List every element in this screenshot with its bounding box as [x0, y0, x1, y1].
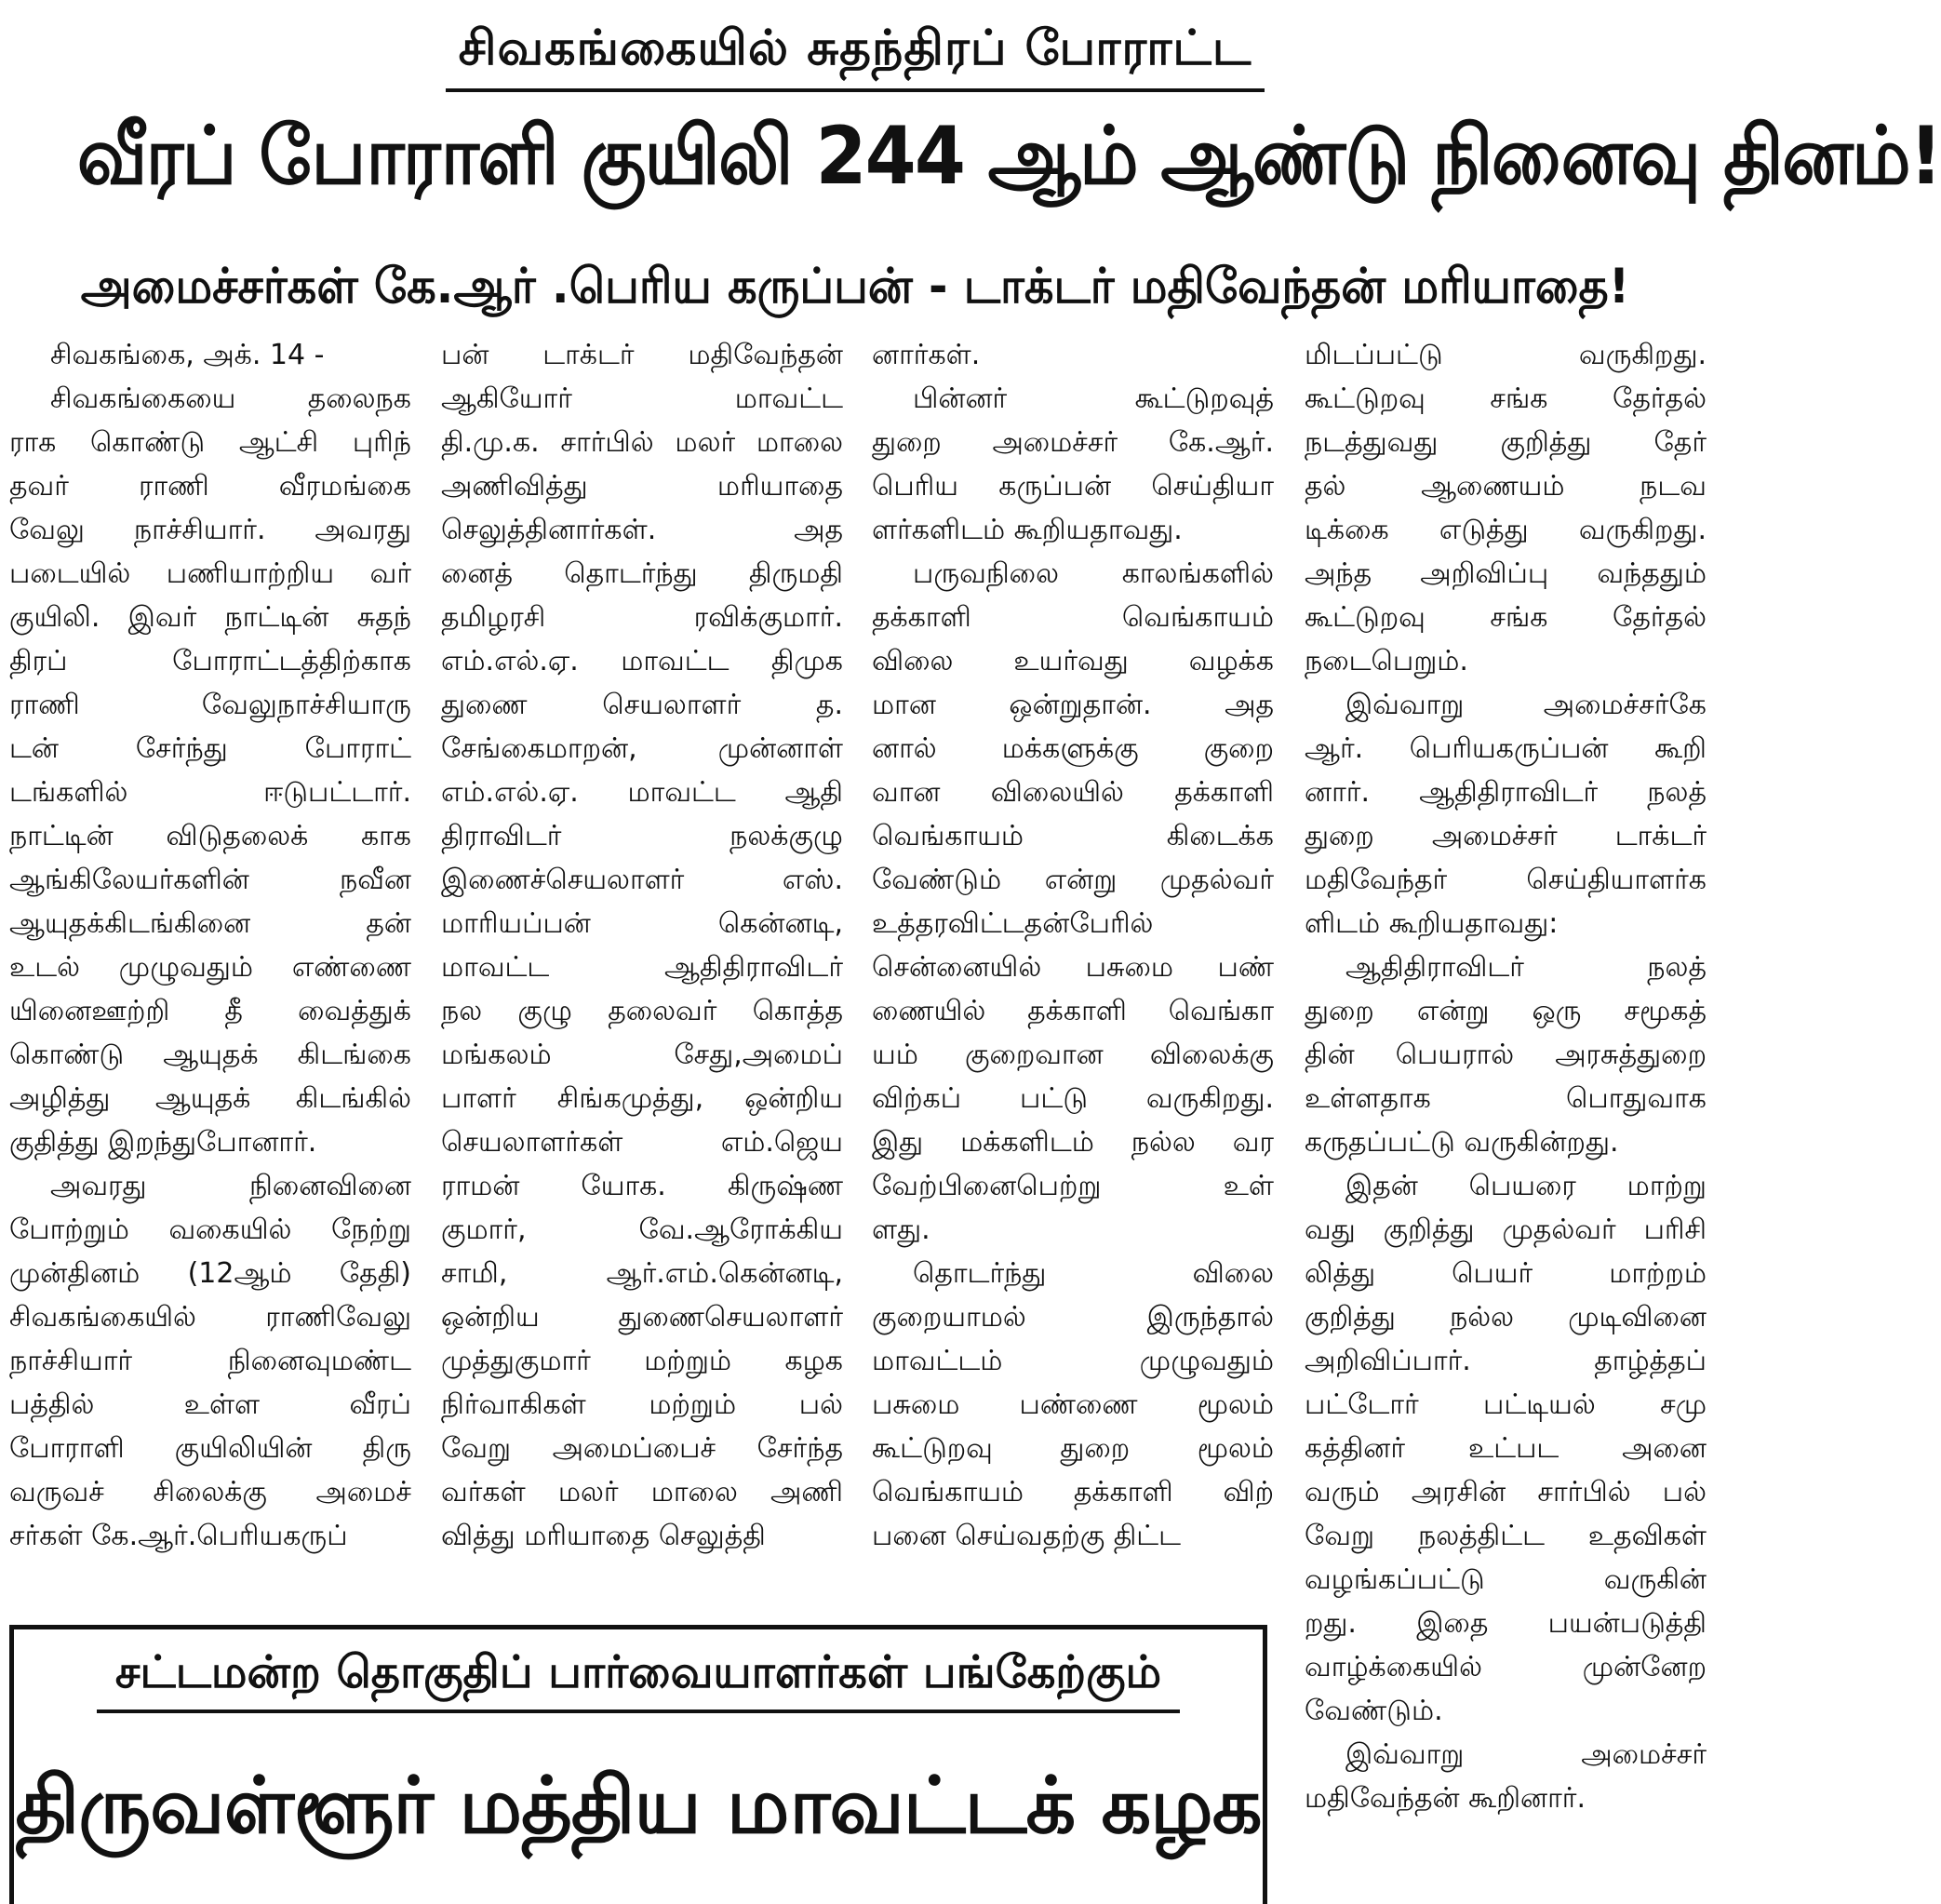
article-line: அவரது நினைவினை [50, 1170, 411, 1202]
article-line: அணிவித்து மரியாதை [441, 470, 843, 503]
article-line: ளர்களிடம் கூறியதாவது. [872, 514, 1183, 546]
article-line: கூட்டுறவு சங்க தேர்தல் [1305, 382, 1707, 415]
article-line: நல குழு தலைவர் கொத்த [441, 995, 843, 1027]
article-line: வழங்கப்பட்டு வருகின் [1305, 1563, 1707, 1596]
article-line: தவர் ராணி வீரமங்கை [9, 470, 411, 503]
article-line: ளிடம் கூறியதாவது: [1305, 907, 1559, 940]
article-line: இவ்வாறு அமைச்சர்கே [1345, 689, 1707, 721]
article-line: வெங்காயம் தக்காளி விற் [872, 1476, 1274, 1508]
article-line: ஆர். பெரியகருப்பன் கூறி [1305, 732, 1707, 765]
article-line: கூட்டுறவு துறை மூலம் [872, 1432, 1274, 1465]
article-line: எம்.எல்.ஏ. மாவட்ட ஆதி [441, 776, 843, 809]
article-line: வித்து மரியாதை செலுத்தி [441, 1520, 766, 1552]
article-line: இதன் பெயரை மாற்று [1345, 1170, 1707, 1202]
article-line: மாவட்டம் முழுவதும் [872, 1345, 1274, 1377]
article-line: உடல் முழுவதும் எண்ணை [9, 951, 411, 984]
article-line: கூட்டுறவு சங்க தேர்தல் [1305, 601, 1707, 634]
article-line: வான விலையில் தக்காளி [872, 776, 1274, 809]
article-line: பெரிய கருப்பன் செய்தியா [872, 470, 1274, 503]
article-line: குயிலி. இவர் நாட்டின் சுதந் [9, 601, 411, 634]
article-line: னால் மக்களுக்கு குறை [872, 732, 1274, 765]
article-line: தமிழரசி ரவிக்குமார். [441, 601, 843, 634]
article-column-1 [9, 333, 411, 1558]
article-line: சேங்கைமாறன், முன்னாள் [441, 732, 843, 765]
article-line: டங்களில் ஈடுபட்டார். [9, 776, 411, 809]
article-line: வரும் அரசின் சார்பில் பல் [1305, 1476, 1707, 1508]
article-line: எம்.எல்.ஏ. மாவட்ட திமுக [441, 645, 843, 677]
article-line: னார்கள். [872, 339, 981, 371]
article-line: வேண்டும் என்று முதல்வர் [872, 864, 1274, 896]
next-article-box [9, 1625, 1267, 1904]
article-line: வேறு நலத்திட்ட உதவிகள் [1305, 1520, 1707, 1552]
article-line: சர்கள் கே.ஆர்.பெரியகருப் [9, 1520, 348, 1552]
article-line: நாட்டின் விடுதலைக் காக [9, 820, 411, 852]
article-line: வது குறித்து முதல்வர் பரிசி [1305, 1213, 1707, 1246]
article-line: இது மக்களிடம் நல்ல வர [872, 1126, 1274, 1159]
article-line: குமார், வே.ஆரோக்கிய [441, 1213, 843, 1246]
article-line: வருவச் சிலைக்கு அமைச் [9, 1476, 411, 1508]
article-line: தி.மு.க. சார்பில் மலர் மாலை [441, 426, 843, 459]
article-headline: வீரப் போராளி குயிலி 244 ஆம் ஆண்டு நினைவு தினம்! [76, 110, 1941, 203]
article-line: நிர்வாகிகள் மற்றும் பல் [441, 1388, 843, 1421]
article-line: வர்கள் மலர் மாலை அணி [441, 1476, 843, 1508]
article-kicker-text: சிவகங்கையில் சுதந்திரப் போராட்ட [446, 20, 1265, 92]
article-line: பின்னர் கூட்டுறவுத் [913, 382, 1274, 415]
article-line: ஆதிதிராவிடர் நலத் [1345, 951, 1707, 984]
box-title: திருவள்ளூர் மத்திய மாவட்டக் கழக [15, 1760, 1262, 1851]
article-line: துறை அமைச்சர் கே.ஆர். [872, 426, 1274, 459]
article-line: சிவகங்கையில் ராணிவேலு [9, 1301, 411, 1334]
article-line: நடத்துவது குறித்து தேர் [1305, 426, 1707, 459]
article-line: துறை என்று ஒரு சமூகத் [1305, 995, 1707, 1027]
article-line: மாவட்ட ஆதிதிராவிடர் [441, 951, 843, 984]
article-line: மதிவேந்தர் செய்தியாளர்க [1305, 864, 1707, 896]
box-kicker-text: சட்டமன்ற தொகுதிப் பார்வையாளர்கள் பங்கேற்கும் [97, 1646, 1180, 1713]
article-line: ளது. [872, 1213, 930, 1246]
article-line: வேண்டும். [1305, 1695, 1443, 1727]
article-line: திரப் போராட்டத்திற்காக [9, 645, 411, 677]
article-line: குறித்து நல்ல முடிவினை [1305, 1301, 1707, 1334]
article-line: வேற்பினைபெற்று உள் [872, 1170, 1274, 1202]
article-line: துணை செயலாளர் த. [441, 689, 843, 721]
article-line: நாச்சியார் நினைவுமண்ட [9, 1345, 411, 1377]
article-line: ராமன் யோக. கிருஷ்ண [441, 1170, 843, 1202]
article-line: உத்தரவிட்டதன்பேரில் [872, 907, 1154, 940]
article-line: ராணி வேலுநாச்சியாரு [9, 689, 411, 721]
article-line: கருதப்பட்டு வருகின்றது. [1305, 1126, 1619, 1159]
article-line: துறை அமைச்சர் டாக்டர் [1305, 820, 1707, 852]
article-line: ஆயுதக்கிடங்கினை தன் [9, 907, 411, 940]
article-line: யம் குறைவான விலைக்கு [872, 1039, 1274, 1071]
article-line: போற்றும் வகையில் நேற்று [9, 1213, 411, 1246]
article-column-4 [1305, 333, 1707, 1820]
article-line: சிவகங்கையை தலைநக [50, 382, 411, 415]
article-line: மதிவேந்தன் கூறினார். [1305, 1782, 1586, 1815]
article-line: தொடர்ந்து விலை [913, 1257, 1274, 1290]
article-line: தின் பெயரால் அரசுத்துறை [1305, 1039, 1707, 1071]
article-line: டிக்கை எடுத்து வருகிறது. [1305, 514, 1707, 546]
article-line: முன்தினம் (12ஆம் தேதி) [9, 1257, 411, 1290]
article-line: போராளி குயிலியின் திரு [9, 1432, 411, 1465]
article-line: றது. இதை பயன்படுத்தி [1305, 1607, 1707, 1640]
article-line: ஆகியோர் மாவட்ட [441, 382, 843, 415]
article-line: பசுமை பண்ணை மூலம் [872, 1388, 1274, 1421]
article-line: ராக கொண்டு ஆட்சி புரிந் [9, 426, 411, 459]
article-line: சிவகங்கை, அக். 14 - [50, 339, 325, 371]
article-line: திராவிடர் நலக்குழு [441, 820, 843, 852]
article-kicker [0, 20, 1710, 92]
article-line: இணைச்செயலாளர் எஸ். [441, 864, 843, 896]
box-kicker [14, 1646, 1263, 1713]
article-line: ஆங்கிலேயர்களின் நவீன [9, 864, 411, 896]
article-line: முத்துகுமார் மற்றும் கழக [441, 1345, 843, 1377]
article-line: னைத் தொடர்ந்து திருமதி [441, 557, 843, 590]
article-line: அறிவிப்பார். தாழ்த்தப் [1305, 1345, 1707, 1377]
article-line: பருவநிலை காலங்களில் [913, 557, 1274, 590]
article-line: ஒன்றிய துணைசெயலாளர் [441, 1301, 843, 1334]
article-subhead: அமைச்சர்கள் கே.ஆர் .பெரிய கருப்பன் - டாக்டர் மதிவேந்தன் மரியாதை! [80, 259, 1630, 315]
article-line: பட்டோர் பட்டியல் சமு [1305, 1388, 1707, 1421]
article-line: வெங்காயம் கிடைக்க [872, 820, 1274, 852]
article-line: வேறு அமைப்பைச் சேர்ந்த [441, 1432, 843, 1465]
article-line: விலை உயர்வது வழக்க [872, 645, 1274, 677]
article-line: படையில் பணியாற்றிய வர் [9, 557, 411, 590]
article-line: ணையில் தக்காளி வெங்கா [872, 995, 1274, 1027]
article-line: மங்கலம் சேது,அமைப் [441, 1039, 843, 1071]
article-line: பன் டாக்டர் மதிவேந்தன் [441, 339, 843, 371]
article-line: கத்தினர் உட்பட அனை [1305, 1432, 1707, 1465]
article-line: பனை செய்வதற்கு திட்ட [872, 1520, 1182, 1552]
article-line: மாரியப்பன் கென்னடி, [441, 907, 843, 940]
article-column-3 [872, 333, 1274, 1558]
article-line: பாளர் சிங்கமுத்து, ஒன்றிய [441, 1082, 843, 1115]
article-line: யினைஊற்றி தீ வைத்துக் [9, 995, 411, 1027]
article-line: கொண்டு ஆயுதக் கிடங்கை [9, 1039, 411, 1071]
article-line: அழித்து ஆயுதக் கிடங்கில் [9, 1082, 411, 1115]
article-line: உள்ளதாக பொதுவாக [1305, 1082, 1707, 1115]
article-line: இவ்வாறு அமைச்சர் [1345, 1738, 1707, 1771]
article-line: டன் சேர்ந்து போராட் [9, 732, 411, 765]
article-line: நடைபெறும். [1305, 645, 1468, 677]
article-line: தக்காளி வெங்காயம் [872, 601, 1274, 634]
article-line: விற்கப் பட்டு வருகிறது. [872, 1082, 1274, 1115]
article-line: செயலாளர்கள் எம்.ஜெய [441, 1126, 843, 1159]
article-column-2 [441, 333, 843, 1558]
article-line: பத்தில் உள்ள வீரப் [9, 1388, 411, 1421]
article-line: மான ஒன்றுதான். அத [872, 689, 1274, 721]
article-line: செலுத்தினார்கள். அத [441, 514, 843, 546]
article-line: குறையாமல் இருந்தால் [872, 1301, 1274, 1334]
article-line: மிடப்பட்டு வருகிறது. [1305, 339, 1707, 371]
article-line: னார். ஆதிதிராவிடர் நலத் [1305, 776, 1707, 809]
article-line: லித்து பெயர் மாற்றம் [1305, 1257, 1707, 1290]
article-line: சென்னையில் பசுமை பண் [872, 951, 1274, 984]
article-line: வாழ்க்கையில் முன்னேற [1305, 1651, 1707, 1683]
article-line: குதித்து இறந்துபோனார். [9, 1126, 317, 1159]
article-line: அந்த அறிவிப்பு வந்ததும் [1305, 557, 1707, 590]
article-line: தல் ஆணையம் நடவ [1305, 470, 1707, 503]
article-line: சாமி, ஆர்.எம்.கென்னடி, [441, 1257, 843, 1290]
article-line: வேலு நாச்சியார். அவரது [9, 514, 411, 546]
